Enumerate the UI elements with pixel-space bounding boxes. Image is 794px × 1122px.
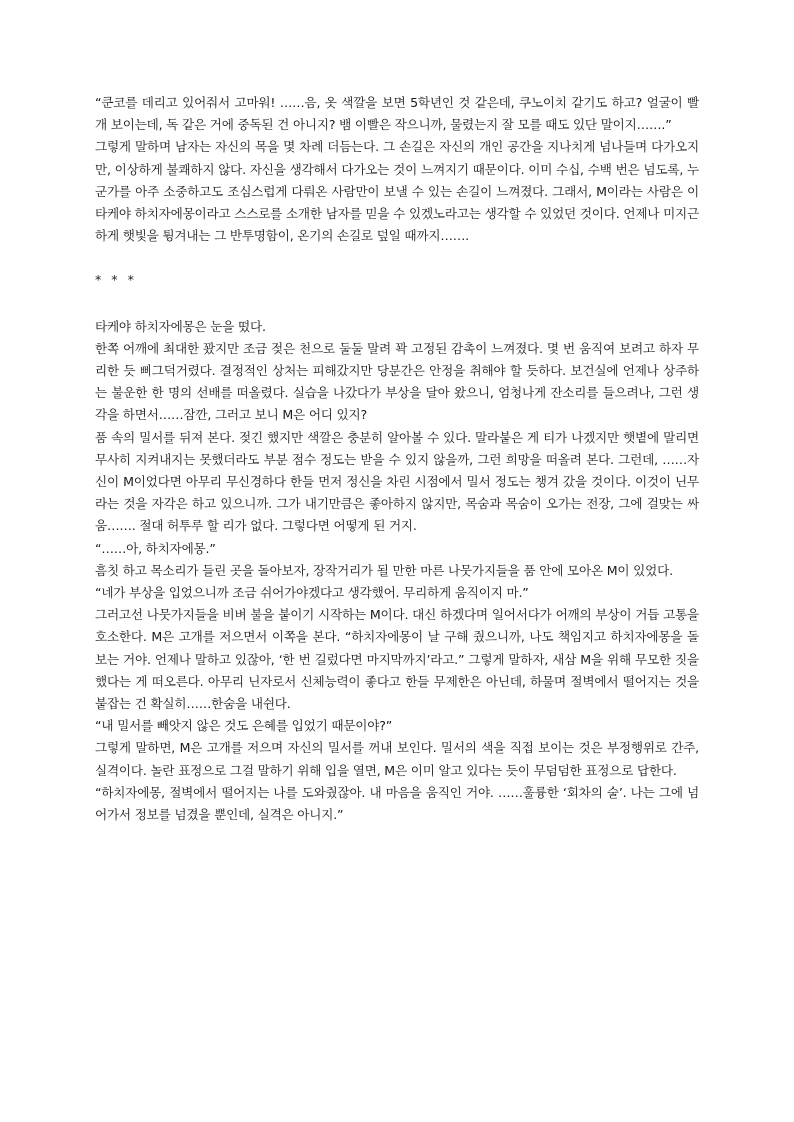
dialogue: “네가 부상을 입었으니까 조금 쉬어가야겠다고 생각했어. 무리하게 움직이지 마.” — [95, 585, 529, 601]
dialogue: “하치자에몽, 절벽에서 떨어지는 나를 도와줬잖아. 내 마음을 움직인 거야. ……훌륭한 ‘회차의 술’. 나는 그에 넘어가서 정보를 넘겼을 뿐인데, 실격은 아니지.” — [95, 784, 699, 823]
paragraph: 흠칫 하고 목소리가 들린 곳을 돌아보자, 장작거리가 될 만한 마른 나뭇가지들을 품 안에 모아온 M이 있었다. — [95, 562, 673, 578]
paragraph: 품 속의 밀서를 뒤져 본다. 젖긴 했지만 색깔은 충분히 알아볼 수 있다. 말라붙은 게 티가 나겠지만 햇볕에 말리면 무사히 지켜내지는 못했더라도 부분 점수 정도는 받을 수 있지 않을까, 그런 희망을 떠올려 본다. 그런데, ……자신이 M이었다면 아무리 무신경하다 한들 먼저 정신을 차린 시점에서 밀서 정도는 챙겨 갔을 것이다. 이것이 닌무라는 것을 자각은 하고 있으니까. 그가 내기만큼은 좋아하지 않지만, 목숨과 목숨이 오가는 전장, 그에 걸맞는 싸움……. 절대 허투루 할 리가 없다. 그렇다면 어떻게 된 거지. — [95, 429, 699, 534]
blank-line — [95, 247, 699, 269]
scene-separator: * * * — [95, 272, 137, 288]
paragraph: 한쪽 어깨에 최대한 꽜지만 조금 젖은 천으로 둘둘 말려 꽉 고정된 감촉이 느껴졌다. 몇 번 움직여 보려고 하자 무리한 듯 삐그덕거렸다. 결정적인 상처는 피해갔지만 당분간은 안정을 취해야 할 듯하다. 보건실에 언제나 상주하는 불운한 한 명의 선배를 떠올렸다. 실습을 나갔다가 부상을 달아 왔으니, 엄청나게 잔소리를 들으려나, 그런 생각을 하면서……잠깐, 그러고 보니 M은 어디 있지? — [95, 340, 699, 423]
blank-line — [95, 292, 699, 316]
paragraph: 그렇게 말하면, M은 고개를 저으며 자신의 밀서를 꺼내 보인다. 밀서의 색을 직접 보이는 것은 부정행위로 간주, 실격이다. 놀란 표정으로 그걸 말하기 위해 입을 열면, M은 이미 알고 있다는 듯이 무덤덤한 표정으로 답한다. — [95, 740, 699, 778]
document-body — [95, 92, 699, 826]
paragraph: 타케야 하치자에몽은 눈을 떴다. — [95, 318, 266, 334]
dialogue: “……아, 하치자에몽.” — [95, 540, 216, 556]
paragraph: 그러고선 나뭇가지들을 비벼 불을 붙이기 시작하는 M이다. 대신 하겠다며 일어서다가 어깨의 부상이 거듭 고통을 호소한다. M은 고개를 저으면서 이쪽을 본다. “하치자에몽이 날 구해 줬으니까, 나도 책임지고 하치자에몽을 돌보는 거야. 언제나 말하고 있잖아, ‘한 번 길렀다면 마지막까지’라고.” 그렇게 말하자, 새삼 M을 위해 무모한 짓을 했다는 게 떠오른다. 아무리 닌자로서 신체능력이 좋다고 한들 무제한은 아닌데, 하물며 절벽에서 떨어지는 것을 붙잡는 건 확실히……한숨을 내쉰다. — [95, 607, 699, 712]
dialogue: “내 밀서를 빼앗지 않은 것도 은혜를 입었기 때문이야?” — [95, 718, 393, 734]
paragraph: 그렇게 말하며 남자는 자신의 목을 몇 차례 더듬는다. 그 손길은 자신의 개인 공간을 지나치게 넘나들며 다가오지만, 이상하게 불쾌하지 않다. 자신을 생각해서 다가오는 것이 느껴지기 때문이다. 이미 수십, 수백 번은 넘도록, 누군가를 아주 소중하고도 조심스럽게 다뤄온 사람만이 보낼 수 있는 손길이 느껴졌다. 그래서, M이라는 사람은 이 타케야 하치자에몽이라고 스스로를 소개한 남자를 믿을 수 있겠노라고는 생각할 수 있었던 것이다. 언제나 미지근하게 햇빛을 튕겨내는 그 반투명함이, 온기의 손길로 덮일 때까지……. — [95, 139, 699, 244]
paragraph: “쿤코를 데리고 있어줘서 고마워! ……음, 옷 색깔을 보면 5학년인 것 같은데, 쿠노이치 같기도 하고? 얼굴이 빨개 보이는데, 독 같은 거에 중독된 건 아니지? 뱀 이빨은 작으니까, 물렸는지 잘 모를 때도 있단 말이지…….” — [95, 95, 699, 133]
